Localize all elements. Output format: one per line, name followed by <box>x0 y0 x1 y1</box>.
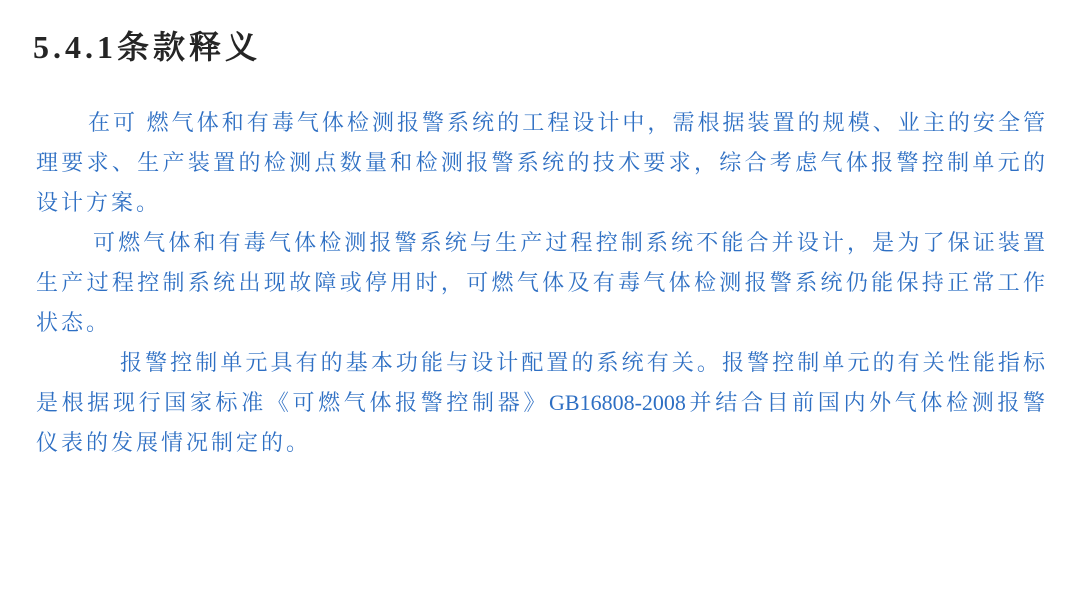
body-text <box>36 103 1045 463</box>
paragraph <box>36 223 1045 343</box>
paragraph <box>36 103 1045 223</box>
page-title: 5.4.1条款释义 <box>33 29 262 65</box>
paragraph-line: 理要求、生产装置的检测点数量和检测报警系统的技术要求，综合考虑气体报警控制单元的 <box>36 150 1045 175</box>
paragraph <box>36 343 1045 463</box>
paragraph-line: 是根据现行国家标准《可燃气体报警控制器》GB16808-2008并结合目前国内外气体检测报警 <box>36 390 1045 415</box>
paragraph-line: 在可 燃气体和有毒气体检测报警系统的工程设计中，需根据装置的规模、业主的安全管 <box>88 110 1045 135</box>
paragraph-line: 设计方案。 <box>36 190 162 215</box>
paragraph-line: 可燃气体和有毒气体检测报警系统与生产过程控制系统不能合并设计，是为了保证装置 <box>93 230 1045 255</box>
paragraph-line: 生产过程控制系统出现故障或停用时，可燃气体及有毒气体检测报警系统仍能保持正常工作 <box>36 270 1045 295</box>
paragraph-line: 仪表的发展情况制定的。 <box>36 430 312 455</box>
paragraph-line: 报警控制单元具有的基本功能与设计配置的系统有关。报警控制单元的有关性能指标 <box>120 350 1045 375</box>
paragraph-line: 状态。 <box>36 310 112 335</box>
